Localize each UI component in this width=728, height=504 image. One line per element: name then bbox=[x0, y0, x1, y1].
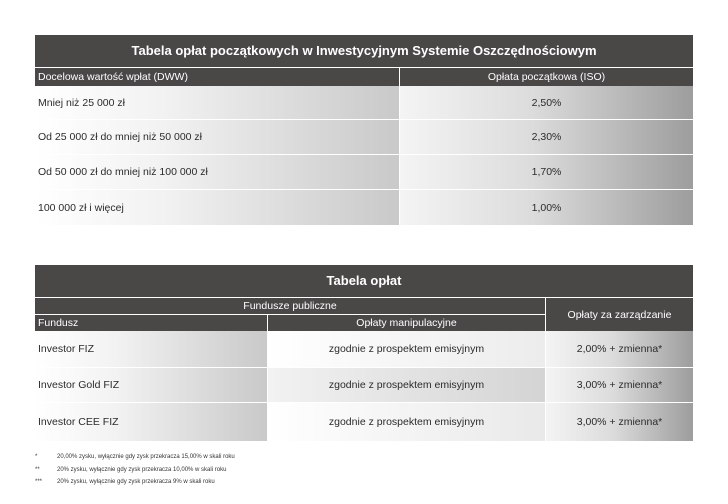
footnote-mark: *** bbox=[35, 479, 43, 485]
header-dww: Docelowa wartość wpłat (DWW) bbox=[35, 67, 399, 86]
fees-header-left bbox=[35, 297, 545, 331]
fund-cell: Investor FIZ bbox=[35, 331, 267, 367]
initial-fees-table bbox=[35, 35, 693, 225]
management-fee-cell: 3,00% + zmienna* bbox=[545, 368, 693, 402]
management-fee-cell: 2,00% + zmienna* bbox=[545, 331, 693, 367]
group-header-public-funds: Fundusze publiczne bbox=[243, 300, 337, 313]
dww-cell: Od 50 000 zł do mniej niż 100 000 zł bbox=[35, 155, 399, 189]
footnote-mark: * bbox=[35, 454, 38, 460]
management-fee-cell: 3,00% + zmienna* bbox=[545, 403, 693, 441]
fund-cell: Investor Gold FIZ bbox=[35, 368, 267, 402]
fees-subheader bbox=[35, 314, 545, 331]
table-row bbox=[35, 190, 693, 225]
footnote-text: 20% zysku, wyłącznie gdy zysk przekracza 9% w skali roku bbox=[57, 479, 215, 485]
fund-cell: Investor CEE FIZ bbox=[35, 403, 267, 441]
fees-title: Tabela opłat bbox=[35, 265, 693, 297]
iso-cell: 2,50% bbox=[399, 86, 693, 119]
header-iso: Opłata początkowa (ISO) bbox=[399, 67, 693, 86]
fees-header bbox=[35, 297, 693, 331]
table-row bbox=[35, 155, 693, 190]
footnote bbox=[35, 451, 235, 464]
footnote-text: 20,00% zysku, wyłącznie gdy zysk przekracza 15,00% w skali roku bbox=[57, 454, 235, 460]
iso-cell: 2,30% bbox=[399, 120, 693, 154]
table-row bbox=[35, 368, 693, 403]
table-row bbox=[35, 120, 693, 155]
footnote bbox=[35, 464, 235, 477]
initial-fees-body bbox=[35, 86, 693, 225]
dww-cell: 100 000 zł i więcej bbox=[35, 190, 399, 225]
header-management-fees: Opłaty za zarządzanie bbox=[545, 297, 693, 331]
dww-cell: Mniej niż 25 000 zł bbox=[35, 86, 399, 119]
iso-cell: 1,70% bbox=[399, 155, 693, 189]
table-row bbox=[35, 403, 693, 441]
handling-fee-cell: zgodnie z prospektem emisyjnym bbox=[267, 403, 545, 441]
footnote-mark: ** bbox=[35, 466, 40, 473]
handling-fee-cell: zgodnie z prospektem emisyjnym bbox=[267, 331, 545, 367]
fees-body bbox=[35, 331, 693, 441]
table-row bbox=[35, 331, 693, 368]
initial-fees-header bbox=[35, 67, 693, 86]
header-handling-fees: Opłaty manipulacyjne bbox=[267, 315, 545, 331]
footnote-text: 20% zysku, wyłącznie gdy zysk przekracza 10,00% w skali roku bbox=[57, 466, 227, 473]
header-fund: Fundusz bbox=[38, 317, 79, 330]
table-row bbox=[35, 86, 693, 120]
initial-fees-title: Tabela opłat początkowych w Inwestycyjnym Systemie Oszczędnościowym bbox=[35, 35, 693, 67]
fees-table bbox=[35, 265, 693, 441]
iso-cell: 1,00% bbox=[399, 190, 693, 225]
dww-cell: Od 25 000 zł do mniej niż 50 000 zł bbox=[35, 120, 399, 154]
footnote bbox=[35, 476, 235, 489]
footnotes bbox=[35, 451, 235, 489]
handling-fee-cell: zgodnie z prospektem emisyjnym bbox=[267, 368, 545, 402]
